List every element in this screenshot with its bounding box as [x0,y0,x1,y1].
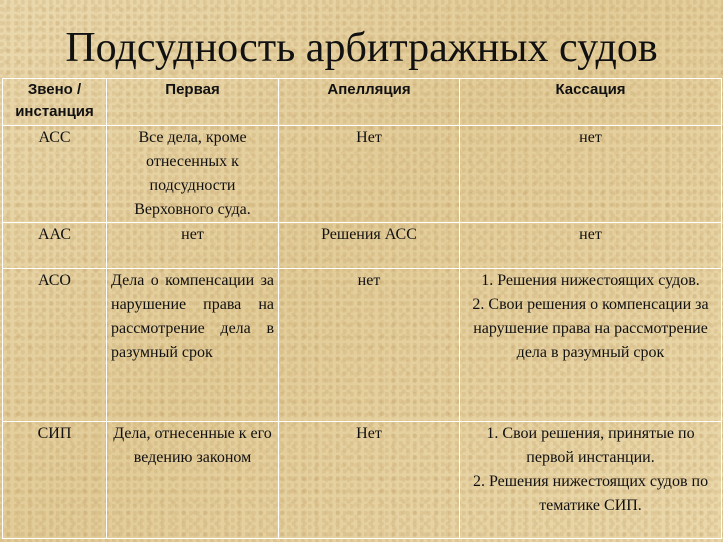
first-instance-cell: Дела, отнесенные к его ведению законом [107,422,279,539]
appeal-cell: Нет [279,422,460,539]
cassation-cell [460,223,722,269]
appeal-cell: нет [279,269,460,422]
cassation-line: нет [579,129,602,146]
cassation-line: нет [579,226,602,243]
level-cell: АСО [3,269,107,422]
table-row [3,223,722,269]
cassation-line: 1. Решения нижестоящих судов. [481,272,700,289]
table-row [3,422,722,539]
cassation-line: 2. Свои решения о компенсации за нарушение права на рассмотрение дела в разумный срок [472,296,709,361]
cassation-line: 2. Решения нижестоящих судов по тематике СИП. [472,473,709,514]
slide-title: Подсудность арбитражных судов [65,25,658,71]
table-row [3,269,722,422]
header-first: Первая [107,79,279,126]
header-cassation: Кассация [460,79,722,126]
level-cell: ААС [3,223,107,269]
first-instance-cell: нет [107,223,279,269]
header-level: Звено / инстанция [3,79,107,126]
level-cell: СИП [3,422,107,539]
first-instance-cell: Все дела, кроме отнесенных к подсудности Верховного суда. [107,126,279,223]
appeal-cell: Нет [279,126,460,223]
table-header-row [3,79,722,126]
cassation-line: 1. Свои решения, принятые по первой инстанции. [486,425,695,466]
header-appeal: Апелляция [279,79,460,126]
cassation-cell [460,269,722,422]
level-cell: АСС [3,126,107,223]
cassation-cell [460,126,722,223]
table-row [3,126,722,223]
first-instance-cell: Дела о компенсации за нарушение права на рассмотрение дела в разумный срок [107,269,279,422]
cassation-cell [460,422,722,539]
jurisdiction-table [2,78,722,539]
appeal-cell: Решения АСС [279,223,460,269]
